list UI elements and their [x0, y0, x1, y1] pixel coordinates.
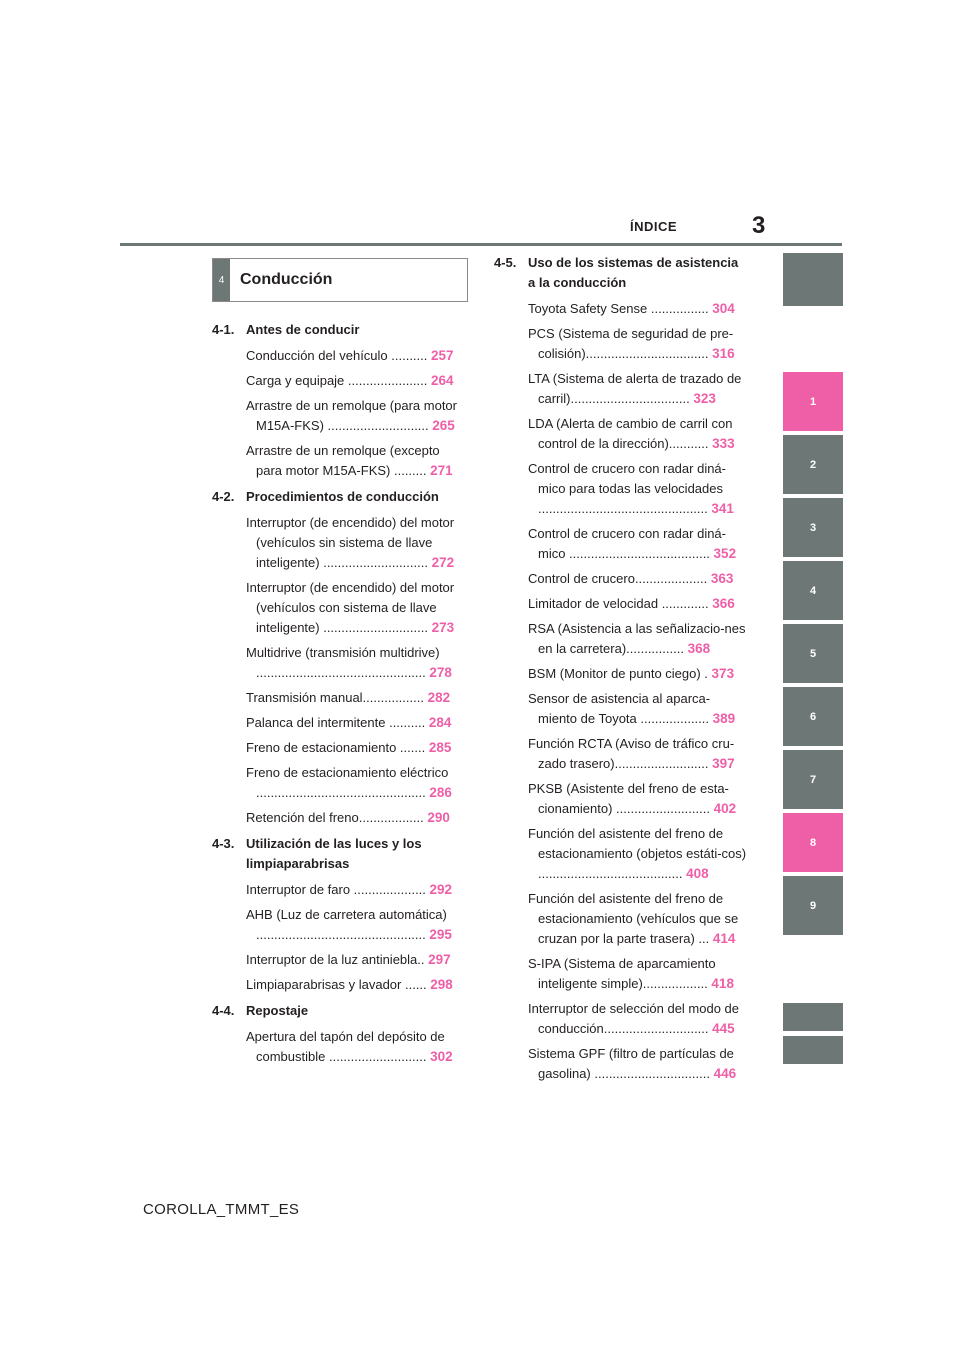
toc-entry-page-link[interactable]: 297 [428, 952, 451, 967]
toc-entry-text: Interruptor (de encendido) del motor (vehículos con sistema de llave inteligente) ............................. [246, 580, 455, 635]
toc-entry[interactable] [246, 346, 468, 366]
toc-entry[interactable] [246, 1027, 468, 1067]
toc-entry-text: Palanca del intermitente .......... [246, 715, 426, 730]
toc-entry[interactable] [528, 689, 749, 729]
toc-entry-page-link[interactable]: 284 [428, 715, 452, 730]
toc-entry-page-link[interactable]: 418 [711, 976, 734, 991]
toc-entry-text: AHB (Luz de carretera automática) ............................................... [246, 907, 447, 942]
toc-entry[interactable] [246, 713, 468, 733]
toc-entry-page-link[interactable]: 389 [712, 711, 736, 726]
chapter-tab[interactable] [783, 253, 843, 306]
toc-group-title: Repostaje [246, 1003, 309, 1018]
toc-entry-text: Función del asistente del freno de estacionamiento (vehículos que se cruzan por la parte trasera) ... [528, 891, 739, 946]
toc-entry-page-link[interactable]: 273 [431, 620, 455, 635]
toc-entry-text: Apertura del tapón del depósito de combustible ........................... [246, 1029, 445, 1064]
toc-entry-text: S-IPA (Sistema de aparcamiento inteligente simple).................. [528, 956, 716, 991]
toc-group-heading[interactable] [212, 1001, 468, 1021]
toc-entry-text: Limpiaparabrisas y lavador ...... [246, 977, 427, 992]
toc-entry-page-link[interactable]: 304 [712, 301, 735, 316]
chapter-tab[interactable]: 4 [783, 561, 843, 620]
toc-entry-page-link[interactable]: 333 [712, 436, 735, 451]
toc-entry-text: Arrastre de un remolque (excepto para motor M15A-FKS) ......... [246, 443, 440, 478]
toc-entry[interactable] [246, 738, 468, 758]
toc-entry-page-link[interactable]: 397 [712, 756, 735, 771]
toc-entry[interactable] [528, 324, 749, 364]
toc-entry-page-link[interactable]: 352 [713, 546, 737, 561]
toc-entry[interactable] [246, 371, 468, 391]
toc-entry-text: Carga y equipaje ...................... [246, 373, 428, 388]
chapter-tab[interactable] [783, 1003, 843, 1031]
toc-entry-text: Sistema GPF (filtro de partículas de gasolina) ................................ [528, 1046, 734, 1081]
toc-entry-text: Limitador de velocidad ............. [528, 596, 709, 611]
toc-entry-text: Transmisión manual................. [246, 690, 424, 705]
toc-entry-page-link[interactable]: 446 [713, 1066, 737, 1081]
chapter-tab[interactable] [783, 1036, 843, 1064]
toc-entry-page-link[interactable]: 264 [430, 373, 454, 388]
toc-entry[interactable] [246, 441, 468, 481]
toc-entry[interactable] [528, 619, 749, 659]
toc-entry[interactable] [246, 950, 468, 970]
toc-entry-text: RSA (Asistencia a las señalizacio-nes en la carretera)................ [528, 621, 746, 656]
toc-entry[interactable] [528, 779, 749, 819]
toc-group-title: Antes de conducir [246, 322, 360, 337]
toc-entry-page-link[interactable]: 290 [427, 810, 450, 825]
toc-entry[interactable] [246, 688, 468, 708]
toc-entry-text: PCS (Sistema de seguridad de pre-colisión).................................. [528, 326, 734, 361]
toc-entry[interactable] [528, 369, 749, 409]
toc-group-heading[interactable] [212, 834, 468, 874]
toc-entry[interactable] [246, 880, 468, 900]
toc-entry-page-link[interactable]: 323 [693, 391, 716, 406]
toc-column-1 [212, 320, 468, 1073]
toc-group [212, 487, 468, 828]
section-number: 4 [213, 259, 230, 301]
toc-entry-page-link[interactable]: 298 [430, 977, 453, 992]
page-number: 3 [752, 212, 766, 239]
toc-group-title: Uso de los sistemas de asistencia a la conducción [528, 255, 739, 290]
toc-entry[interactable] [246, 643, 468, 683]
toc-entry[interactable] [528, 299, 749, 319]
toc-entry-page-link[interactable]: 366 [712, 596, 735, 611]
toc-entry[interactable] [528, 414, 749, 454]
toc-entry-page-link[interactable]: 408 [686, 866, 709, 881]
toc-group-number: 4-3. [212, 836, 235, 851]
toc-entry-page-link[interactable]: 414 [712, 931, 736, 946]
toc-entry-text: LTA (Sistema de alerta de trazado de carril)................................. [528, 371, 742, 406]
toc-entry-text: PKSB (Asistente del freno de esta-cionamiento) .......................... [528, 781, 729, 816]
toc-entry-page-link[interactable]: 265 [432, 418, 455, 433]
toc-entry[interactable] [246, 396, 468, 436]
toc-column-2 [494, 253, 749, 1090]
toc-entry[interactable] [528, 664, 749, 684]
section-title: Conducción [240, 271, 333, 288]
toc-group-heading[interactable] [212, 487, 468, 507]
toc-entry-text: Interruptor de la luz antiniebla.. [246, 952, 425, 967]
toc-entry[interactable] [528, 1044, 749, 1084]
toc-entry-text: Freno de estacionamiento ....... [246, 740, 426, 755]
toc-entry-page-link[interactable]: 271 [430, 463, 453, 478]
toc-entry-page-link[interactable]: 278 [429, 665, 452, 680]
toc-entry-page-link[interactable]: 368 [687, 641, 711, 656]
toc-entry-page-link[interactable]: 363 [710, 571, 734, 586]
toc-entry[interactable] [246, 905, 468, 945]
toc-entry-text: Toyota Safety Sense ................ [528, 301, 709, 316]
toc-group-title: Utilización de las luces y los limpiaparabrisas [246, 836, 422, 871]
toc-entry-text: Control de crucero.................... [528, 571, 708, 586]
toc-entry-page-link[interactable]: 285 [428, 740, 452, 755]
toc-entry-page-link[interactable]: 282 [427, 690, 451, 705]
toc-entry-text: Multidrive (transmisión multidrive) ............................................... [246, 645, 440, 680]
toc-group [212, 834, 468, 995]
toc-group [212, 320, 468, 481]
toc-group-title: Procedimientos de conducción [246, 489, 439, 504]
toc-entry-page-link[interactable]: 286 [429, 785, 452, 800]
toc-entry-page-link[interactable]: 373 [711, 666, 735, 681]
toc-entry[interactable] [246, 513, 468, 573]
footer-code: COROLLA_TMMT_ES [143, 1201, 300, 1218]
toc-entry[interactable] [528, 954, 749, 994]
toc-entry-text: LDA (Alerta de cambio de carril con control de la dirección)........... [528, 416, 733, 451]
toc-group-number: 4-1. [212, 322, 235, 337]
toc-entry-page-link[interactable]: 316 [712, 346, 735, 361]
toc-entry-page-link[interactable]: 445 [712, 1021, 735, 1036]
toc-group [494, 253, 749, 1084]
toc-entry-page-link[interactable]: 302 [430, 1049, 453, 1064]
toc-entry-text: Interruptor (de encendido) del motor (vehículos sin sistema de llave inteligente) ............................. [246, 515, 455, 570]
toc-entry[interactable] [528, 999, 749, 1039]
toc-entry-page-link[interactable]: 295 [429, 927, 452, 942]
toc-entry-text: BSM (Monitor de punto ciego) . [528, 666, 708, 681]
header-rule [120, 243, 842, 246]
toc-entry-text: Control de crucero con radar diná-mico para todas las velocidades ............................................... [528, 461, 726, 516]
toc-entry-text: Retención del freno.................. [246, 810, 424, 825]
toc-group-number: 4-5. [494, 255, 517, 270]
toc-entry-text: Función RCTA (Aviso de tráfico cru-zado trasero).......................... [528, 736, 735, 771]
toc-entry-text: Arrastre de un remolque (para motor M15A-FKS) ............................ [246, 398, 457, 433]
toc-entry-text: Interruptor de selección del modo de conducción............................. [528, 1001, 740, 1036]
chapter-tab[interactable]: 9 [783, 876, 843, 935]
toc-entry-page-link[interactable]: 402 [713, 801, 737, 816]
toc-entry[interactable] [528, 569, 749, 589]
header-title: ÍNDICE [630, 219, 678, 234]
toc-entry[interactable] [528, 824, 749, 884]
chapter-tab[interactable]: 5 [783, 624, 843, 683]
chapter-tab[interactable]: 1 [783, 372, 843, 431]
chapter-tab[interactable]: 2 [783, 435, 843, 494]
toc-entry-text: Freno de estacionamiento eléctrico ............................................... [246, 765, 449, 800]
toc-entry[interactable] [528, 734, 749, 774]
toc-entry[interactable] [246, 975, 468, 995]
toc-entry-page-link[interactable]: 292 [429, 882, 453, 897]
toc-entry-text: Control de crucero con radar diná-mico ....................................... [528, 526, 726, 561]
toc-entry[interactable] [528, 889, 749, 949]
toc-group-number: 4-2. [212, 489, 235, 504]
toc-entry[interactable] [246, 808, 468, 828]
toc-entry-text: Sensor de asistencia al aparca-miento de Toyota ................... [528, 691, 711, 726]
toc-group-heading[interactable] [212, 320, 468, 340]
chapter-tab[interactable]: 7 [783, 750, 843, 809]
toc-entry[interactable] [246, 763, 468, 803]
toc-entry-page-link[interactable]: 272 [431, 555, 455, 570]
chapter-tab[interactable]: 3 [783, 498, 843, 557]
chapter-tab[interactable]: 6 [783, 687, 843, 746]
toc-entry[interactable] [528, 594, 749, 614]
toc-entry[interactable] [246, 578, 468, 638]
toc-group-number: 4-4. [212, 1003, 235, 1018]
toc-entry-page-link[interactable]: 257 [431, 348, 454, 363]
toc-entry-text: Función del asistente del freno de estacionamiento (objetos estáti-cos) ........................................ [528, 826, 747, 881]
toc-group [212, 1001, 468, 1067]
chapter-tab[interactable]: 8 [783, 813, 843, 872]
toc-entry-text: Conducción del vehículo .......... [246, 348, 428, 363]
toc-entry-page-link[interactable]: 341 [711, 501, 734, 516]
section-box [212, 258, 468, 302]
toc-group-heading[interactable] [494, 253, 749, 293]
toc-entry-text: Interruptor de faro .................... [246, 882, 426, 897]
toc-entry[interactable] [528, 459, 749, 519]
toc-entry[interactable] [528, 524, 749, 564]
